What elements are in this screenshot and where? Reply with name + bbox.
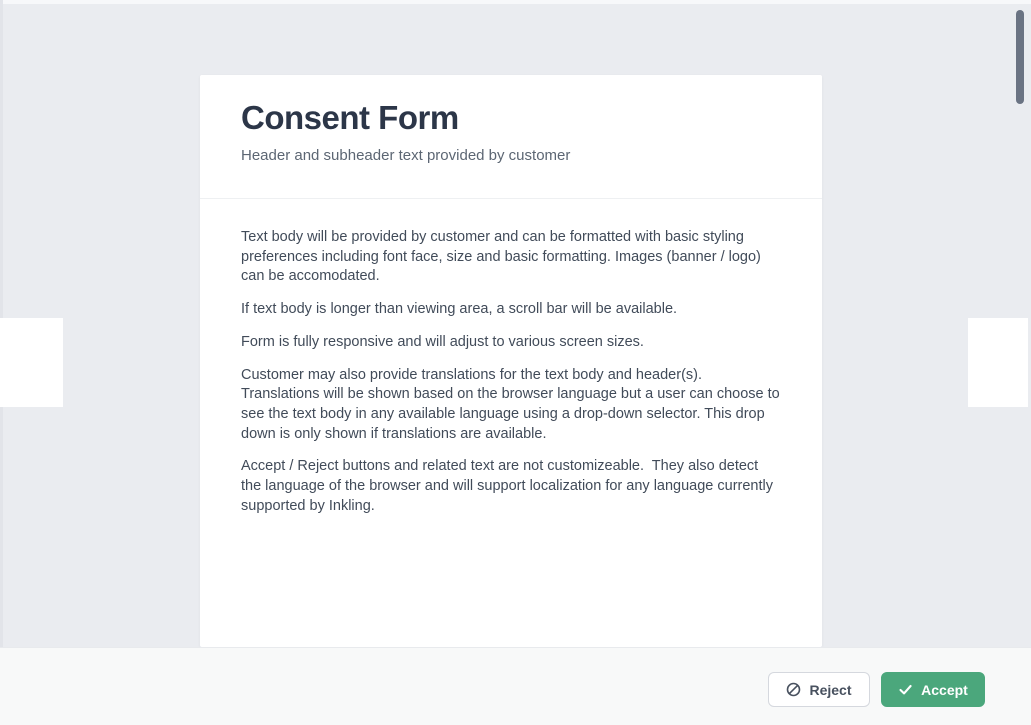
page-subtitle: Header and subheader text provided by customer (241, 146, 571, 164)
body-paragraph: If text body is longer than viewing area, a scroll bar will be available. (241, 301, 678, 318)
consent-form-body (200, 199, 822, 516)
accept-button[interactable] (881, 672, 985, 707)
reject-button-label: Reject (809, 681, 852, 698)
body-paragraph: Customer may also provide translations for the text body and header(s). Translations will be shown based on the browser language but a user can choose to see the text body in any available language using a drop-down selector. This drop down is only shown if translations are available. (241, 366, 784, 442)
consent-form-header (200, 75, 822, 198)
action-footer (0, 647, 1031, 725)
accept-button-label: Accept (921, 681, 968, 698)
right-peek-card (968, 318, 1028, 407)
top-edge-highlight (0, 0, 1031, 4)
left-peek-card (0, 318, 63, 407)
scrollbar-thumb[interactable] (1016, 10, 1024, 104)
page-title: Consent Form (241, 99, 459, 136)
body-paragraph: Accept / Reject buttons and related text are not customizeable. They also detect the language of the browser and will support localization for any language currently supported by Inkling. (241, 458, 778, 514)
circle-slash-icon (786, 682, 801, 697)
check-icon (898, 682, 913, 697)
reject-button[interactable] (768, 672, 870, 707)
body-paragraph: Form is fully responsive and will adjust to various screen sizes. (241, 333, 644, 350)
consent-form-card (200, 75, 822, 647)
body-paragraph: Text body will be provided by customer and can be formatted with basic styling preferences including font face, size and basic formatting. Images (banner / logo) can be accomodated. (241, 229, 765, 285)
